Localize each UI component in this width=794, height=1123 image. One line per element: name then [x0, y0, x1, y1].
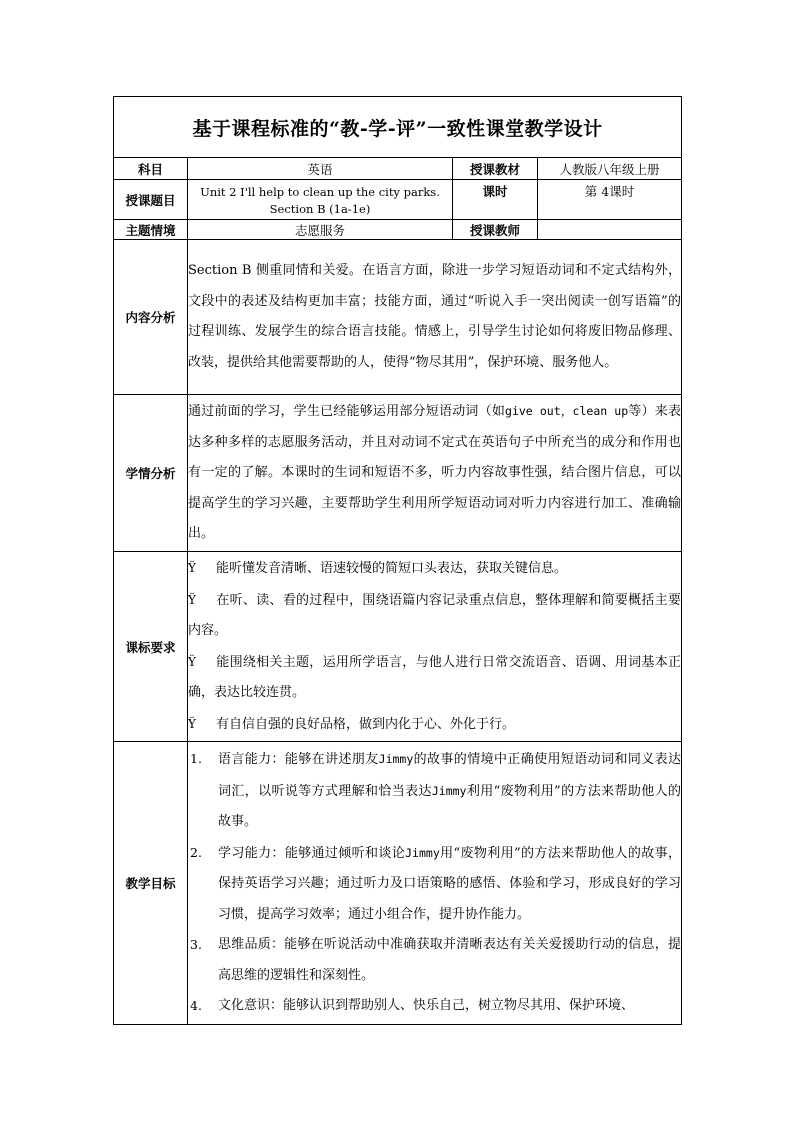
content-analysis-row — [114, 240, 682, 395]
topic-value — [188, 180, 453, 220]
topic-line-1: Unit 2 I'll help to clean up the city parks. — [200, 184, 440, 199]
theme-row — [114, 220, 682, 240]
bullet-icon: Ÿ — [188, 654, 196, 669]
lesson-plan-table — [113, 96, 682, 1025]
learner-text-b: 等）来表达多种多样的志愿服务活动，并且对动词不定式在英语句子中所充当的成分和作用也有一定的了解。本课时的生词和短语不多，听力内容故事性强，结合图片信息，可以提高学生的学习兴趣，主要帮助学生利用所学短语动词对听力内容进行加工、准确输出。 — [188, 404, 682, 542]
content-analysis-label: 内容分析 — [114, 240, 188, 395]
subject-value: 英语 — [188, 158, 453, 180]
subject-row — [114, 158, 682, 180]
topic-row — [114, 180, 682, 220]
learner-analysis-label: 学情分析 — [114, 395, 188, 552]
objectives-row — [114, 742, 682, 1025]
standards-list — [188, 552, 682, 742]
objective-item-2: 2. 学习能力：能够通过倾听和谈论Jimmy用“废物利用”的方法来帮助他人的故事，保持英语学习兴趣；通过听力及口语策略的感悟、体验和学习，形成良好的学习习惯，提高学习效率；通过小组合作，提升协作能力。 — [190, 844, 682, 922]
lesson-plan-sheet — [113, 96, 681, 1023]
bullet-icon: Ÿ — [188, 561, 196, 575]
content-analysis-paragraph: Section B 侧重同情和关爱。在语言方面，除进一步学习短语动词和不定式结构外，文段中的表述及结构更加丰富；技能方面，通过“听说入手一突出阅读一创写语篇”的过程训练、发展学生的综合语言技能。情感上，引导学生讨论如何将废旧物品修理、改装，提供给其他需要帮助的人，使得“物尽其用”，保护环境、服务他人。 — [188, 263, 682, 370]
theme-value: 志愿服务 — [188, 220, 453, 240]
standards-row — [114, 552, 682, 742]
objectives-list — [188, 742, 682, 1025]
standards-item: Ÿ 有自信自强的良好品格，做到内化于心、外化于行。 — [188, 709, 681, 741]
content-analysis-text — [188, 240, 682, 395]
standards-item: Ÿ 在听、读、看的过程中，围绕语篇内容记录重点信息，整体理解和简要概括主要内容。 — [188, 585, 681, 647]
subject-label: 科目 — [114, 158, 188, 180]
bullet-icon: Ÿ — [188, 592, 196, 607]
objectives-label: 教学目标 — [114, 742, 188, 1025]
standards-item: Ÿ 能听懂发音清晰、语速较慢的简短口头表达，获取关键信息。 — [188, 553, 681, 585]
learner-analysis-row — [114, 395, 682, 552]
standards-label: 课标要求 — [114, 552, 188, 742]
bullet-icon: Ÿ — [188, 716, 196, 731]
page-title: 基于课程标准的“教-学-评”一致性课堂教学设计 — [114, 97, 682, 158]
topic-line-2: Section B (1a-1e) — [269, 201, 371, 216]
objective-item-4: 4. 文化意识：能够认识到帮助别人、快乐自己，树立物尽其用、保护环境、 — [190, 998, 635, 1013]
learner-analysis-paragraph — [188, 396, 681, 550]
theme-label: 主题情境 — [114, 220, 188, 240]
topic-label: 授课题目 — [114, 180, 188, 220]
objective-item-1: 1. 语言能力：能够在讲述朋友Jimmy的故事的情境中正确使用短语动词和同义表达词汇，以听说等方式理解和恰当表达Jimmy利用“废物利用”的方法来帮助他人的故事。 — [190, 751, 681, 829]
objective-item-3: 3. 思维品质：能够在听说活动中准确获取并清晰表达有关关爱援助行动的信息，提高思维的逻辑性和深刻性。 — [190, 937, 682, 983]
teacher-label: 授课教师 — [453, 220, 538, 240]
textbook-label: 授课教材 — [453, 158, 538, 180]
learner-code-a: give out，clean up — [505, 404, 629, 419]
title-row — [114, 97, 682, 158]
period-label: 课时 — [453, 180, 538, 220]
teacher-value — [538, 220, 682, 240]
learner-analysis-text — [188, 395, 682, 552]
period-value: 第 4课时 — [538, 180, 682, 220]
learner-text-a: 通过前面的学习，学生已经能够运用部分短语动词（如 — [188, 404, 506, 420]
textbook-value: 人教版八年级上册 — [538, 158, 682, 180]
standards-item: Ÿ 能围绕相关主题，运用所学语言，与他人进行日常交流语音、语调、用词基本正确，表达比较连贯。 — [188, 647, 681, 709]
